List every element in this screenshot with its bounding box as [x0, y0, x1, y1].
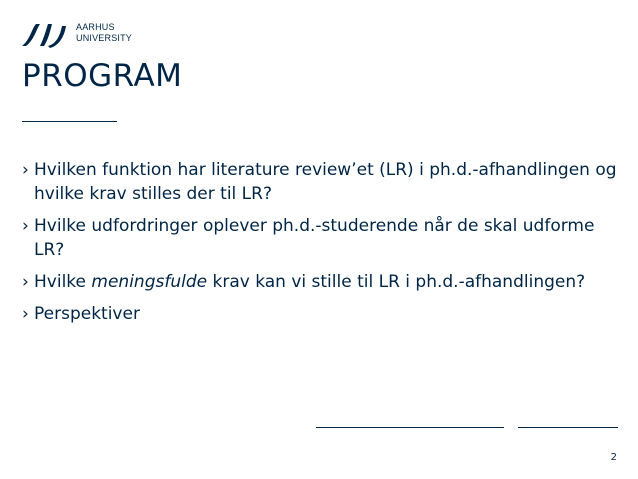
title-underline	[22, 121, 117, 122]
agenda-item	[22, 302, 622, 326]
footer-rule-right	[518, 427, 618, 428]
agenda-item	[22, 270, 622, 294]
chevron-right-icon: ›	[22, 160, 29, 180]
logo-line-1: AARHUS	[76, 22, 115, 32]
slide-title: PROGRAM	[22, 58, 183, 94]
agenda-item-emphasis: meningsfulde	[91, 272, 208, 292]
au-logo-icon	[20, 22, 68, 48]
agenda-item	[22, 214, 622, 262]
agenda-item-text: Perspektiver	[34, 304, 140, 324]
page-number: 2	[610, 452, 617, 463]
agenda-item	[22, 158, 622, 206]
logo-line-2: UNIVERSITY	[76, 33, 133, 43]
chevron-right-icon: ›	[22, 272, 29, 292]
aarhus-university-logo	[20, 22, 133, 48]
chevron-right-icon: ›	[22, 304, 29, 324]
agenda-item-text-end: krav kan vi stille til LR i ph.d.-afhandlingen?	[207, 272, 586, 292]
agenda-list	[22, 158, 622, 334]
agenda-item-text-start: Hvilke	[34, 272, 92, 292]
agenda-item-text: Hvilken funktion har literature review’et (LR) i ph.d.-afhandlingen og hvilke krav stilles der til LR?	[34, 160, 617, 204]
footer-rule-left	[316, 427, 504, 428]
chevron-right-icon: ›	[22, 216, 29, 236]
logo-wordmark	[76, 22, 132, 44]
agenda-item-text: Hvilke udfordringer oplever ph.d.-studerende når de skal udforme LR?	[34, 216, 595, 260]
